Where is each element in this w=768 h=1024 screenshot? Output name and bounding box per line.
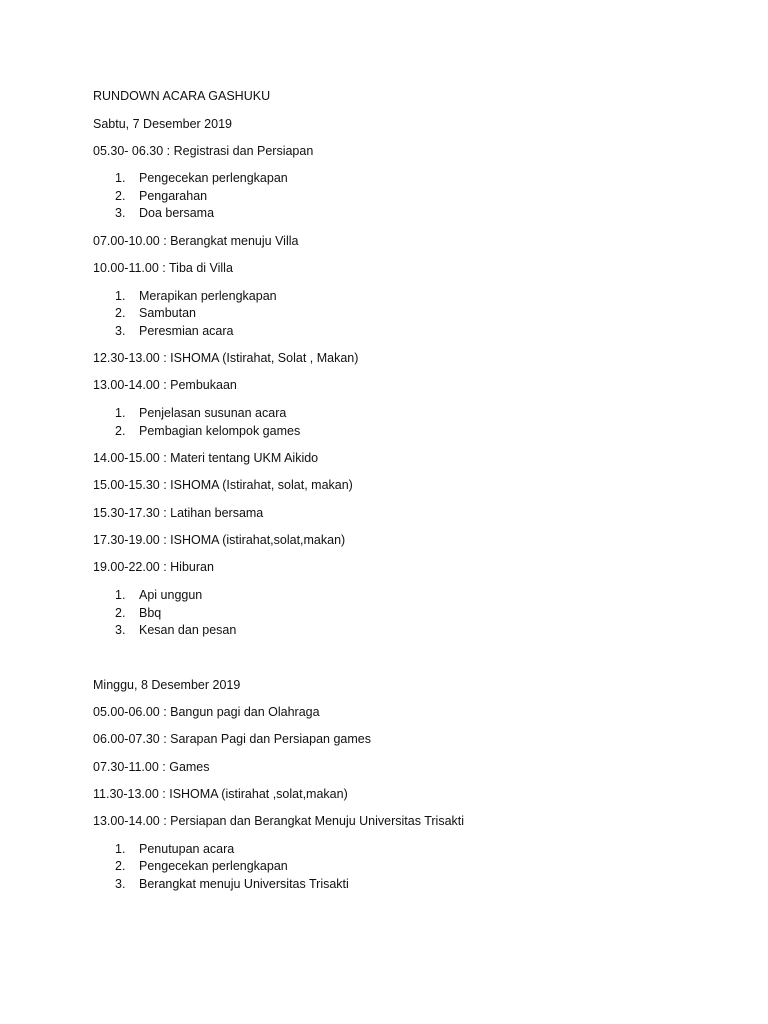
- list-item-text: Penutupan acara: [139, 842, 235, 856]
- schedule-entry: 06.00-07.30 : Sarapan Pagi dan Persiapan games: [93, 732, 371, 746]
- list-item-text: Pengecekan perlengkapan: [139, 171, 288, 185]
- schedule-entry: 12.30-13.00 : ISHOMA (Istirahat, Solat , Makan): [93, 351, 359, 365]
- list-number: 1.: [115, 171, 126, 185]
- schedule-entry: 17.30-19.00 : ISHOMA (istirahat,solat,makan): [93, 533, 346, 547]
- schedule-entry: 14.00-15.00 : Materi tentang UKM Aikido: [93, 451, 319, 465]
- list-number: 1.: [115, 588, 126, 602]
- schedule-entry: 13.00-14.00 : Pembukaan: [93, 378, 237, 392]
- schedule-entry: 13.00-14.00 : Persiapan dan Berangkat Menuju Universitas Trisakti: [93, 814, 465, 828]
- list-number: 2.: [115, 189, 126, 203]
- list-item-text: Bbq: [139, 606, 162, 620]
- list-number: 3.: [115, 206, 126, 220]
- list-item-text: Penjelasan susunan acara: [139, 406, 287, 420]
- list-item-text: Pembagian kelompok games: [139, 424, 301, 438]
- list-number: 2.: [115, 606, 126, 620]
- schedule-entry: 05.30- 06.30 : Registrasi dan Persiapan: [93, 144, 314, 158]
- document-title: RUNDOWN ACARA GASHUKU: [93, 89, 271, 103]
- schedule-entry: 15.30-17.30 : Latihan bersama: [93, 506, 264, 520]
- schedule-entry: 05.00-06.00 : Bangun pagi dan Olahraga: [93, 705, 320, 719]
- day2-date: Minggu, 8 Desember 2019: [93, 678, 241, 692]
- list-item-text: Doa bersama: [139, 206, 215, 220]
- list-item-text: Sambutan: [139, 306, 196, 320]
- list-number: 3.: [115, 877, 126, 891]
- schedule-entry: 15.00-15.30 : ISHOMA (Istirahat, solat, makan): [93, 478, 353, 492]
- list-number: 2.: [115, 859, 126, 873]
- list-item-text: Pengarahan: [139, 189, 208, 203]
- list-number: 3.: [115, 324, 126, 338]
- schedule-entry: 07.30-11.00 : Games: [93, 760, 210, 774]
- list-number: 1.: [115, 842, 126, 856]
- day1-date: Sabtu, 7 Desember 2019: [93, 117, 232, 131]
- list-number: 2.: [115, 306, 126, 320]
- schedule-entry: 07.00-10.00 : Berangkat menuju Villa: [93, 234, 299, 248]
- list-item-text: Merapikan perlengkapan: [139, 289, 277, 303]
- list-number: 1.: [115, 289, 126, 303]
- list-item-text: Berangkat menuju Universitas Trisakti: [139, 877, 349, 891]
- schedule-entry: 10.00-11.00 : Tiba di Villa: [93, 261, 233, 275]
- list-item-text: Kesan dan pesan: [139, 623, 237, 637]
- list-number: 3.: [115, 623, 126, 637]
- list-item-text: Api unggun: [139, 588, 203, 602]
- list-item-text: Peresmian acara: [139, 324, 234, 338]
- list-number: 2.: [115, 424, 126, 438]
- schedule-entry: 19.00-22.00 : Hiburan: [93, 560, 214, 574]
- list-item-text: Pengecekan perlengkapan: [139, 859, 288, 873]
- list-number: 1.: [115, 406, 126, 420]
- schedule-entry: 11.30-13.00 : ISHOMA (istirahat ,solat,makan): [93, 787, 348, 801]
